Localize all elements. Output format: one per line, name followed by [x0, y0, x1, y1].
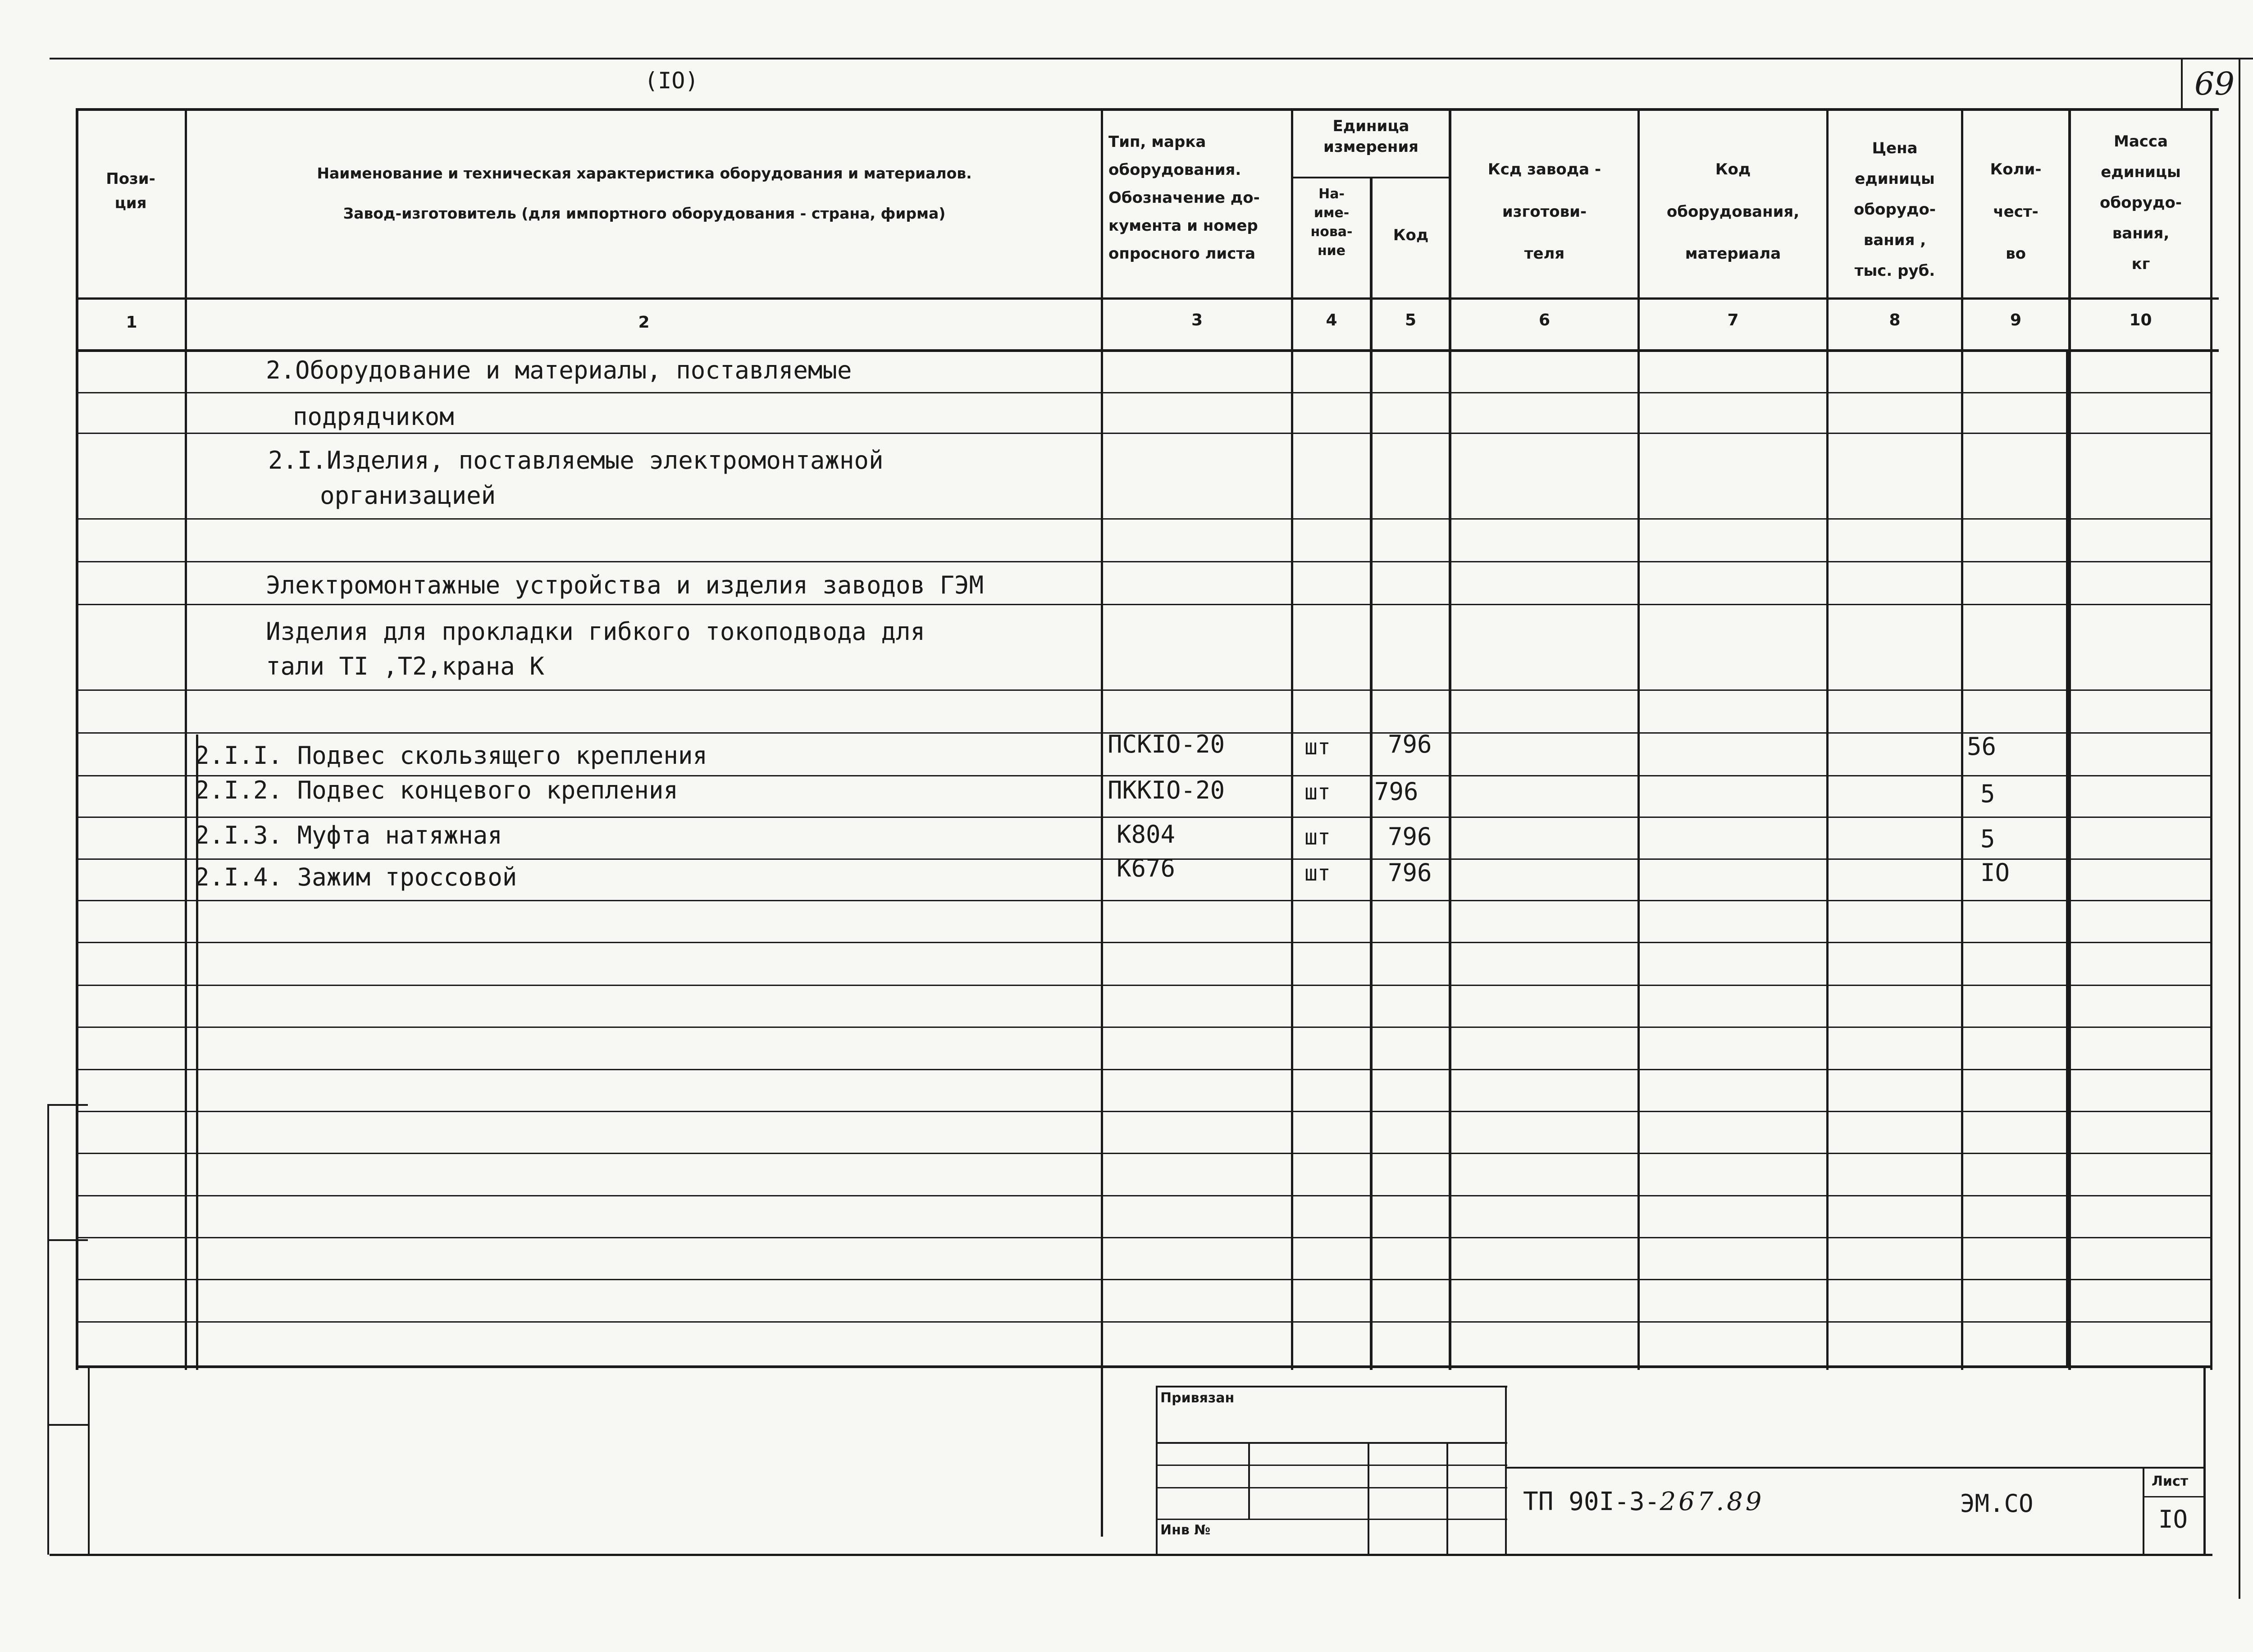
item-code: 796 — [1388, 822, 1432, 851]
header-mass: Масса единицы оборудо- вания, кг — [2100, 132, 2182, 273]
item-name: 2.I.4. Зажим троссовой — [195, 863, 517, 891]
header-quantity: Коли- чест- во — [1990, 160, 2042, 263]
header-type: Тип, марка оборудования. Обозначение до- кумента и номер опросного листа — [1108, 133, 1260, 263]
column-number-4: 4 — [1326, 311, 1337, 329]
column-number-1: 1 — [126, 313, 137, 332]
item-name: 2.I.2. Подвес концевого крепления — [195, 776, 678, 804]
item-type: К804 — [1117, 820, 1176, 849]
column-number-5: 5 — [1405, 311, 1417, 329]
document-code-handwritten: 267.89 — [1660, 1487, 1765, 1516]
privyazan-label: Привязан — [1160, 1390, 1235, 1406]
column-number-2: 2 — [638, 313, 650, 332]
column-number-9: 9 — [2010, 311, 2022, 329]
item-type: ПСКIО-20 — [1108, 730, 1225, 758]
item-code: 796 — [1374, 777, 1418, 806]
item-unit: шт — [1304, 735, 1331, 760]
document-code — [1523, 1487, 1764, 1516]
top-label: (IO) — [644, 68, 699, 94]
header-position: Пози- ция — [106, 170, 155, 213]
section-title-line: Изделия для прокладки гибкого токоподвода для — [266, 617, 925, 646]
page-number-handwritten: 69 — [2194, 65, 2235, 102]
item-unit: шт — [1304, 825, 1331, 850]
sheet-number: IO — [2158, 1505, 2188, 1533]
item-code: 796 — [1388, 858, 1432, 887]
column-number-10: 10 — [2129, 311, 2152, 329]
item-name: 2.I.3. Муфта натяжная — [195, 821, 502, 849]
document-code-prefix: ТП 90I-3- — [1523, 1487, 1660, 1516]
item-unit: шт — [1304, 780, 1331, 805]
document-suffix: ЭМ.СО — [1960, 1489, 2034, 1518]
item-qty: 5 — [1980, 780, 1995, 808]
item-type: К676 — [1117, 854, 1176, 882]
column-number-6: 6 — [1538, 311, 1551, 329]
sheet-label: Лист — [2152, 1474, 2189, 1489]
header-equipment-code: Код оборудования, материала — [1666, 160, 1800, 263]
section-title-line: 2.Оборудование и материалы, поставляемые — [266, 356, 852, 384]
item-qty: 5 — [1980, 825, 1995, 853]
inventory-number-label: Инв № — [1160, 1522, 1211, 1538]
item-type: ПККIО-20 — [1108, 776, 1225, 804]
header-factory-code: Ксд завода - изготови- теля — [1487, 160, 1601, 263]
header-unit-group: Единица измерения — [1323, 117, 1418, 156]
column-number-8: 8 — [1889, 311, 1901, 329]
item-unit: шт — [1304, 861, 1331, 886]
item-name: 2.I.I. Подвес скользящего крепления — [195, 741, 707, 770]
column-number-3: 3 — [1191, 311, 1203, 329]
section-title-line: подрядчиком — [293, 402, 454, 431]
item-qty: IO — [1980, 858, 2010, 887]
section-title-line: Электромонтажные устройства и изделия заводов ГЭМ — [266, 571, 984, 599]
item-code: 796 — [1388, 730, 1432, 758]
header-unit-code: Код — [1393, 226, 1429, 244]
section-title-line: организацией — [320, 481, 496, 510]
header-price: Цена единицы оборудо- вания , тыс. руб. — [1854, 139, 1936, 280]
section-title-line: тали TI ,T2,крана К — [266, 652, 544, 680]
section-title-line: 2.I.Изделия, поставляемые электромонтажной — [268, 446, 884, 475]
column-number-7: 7 — [1727, 311, 1739, 329]
header-unit-name: На- име- нова- ние — [1310, 186, 1353, 259]
header-name: Наименование и техническая характеристика оборудования и материалов. Завод-изготовитель (для импортного оборудования - страна, фирма) — [317, 164, 972, 223]
item-qty: 56 — [1967, 732, 1997, 761]
